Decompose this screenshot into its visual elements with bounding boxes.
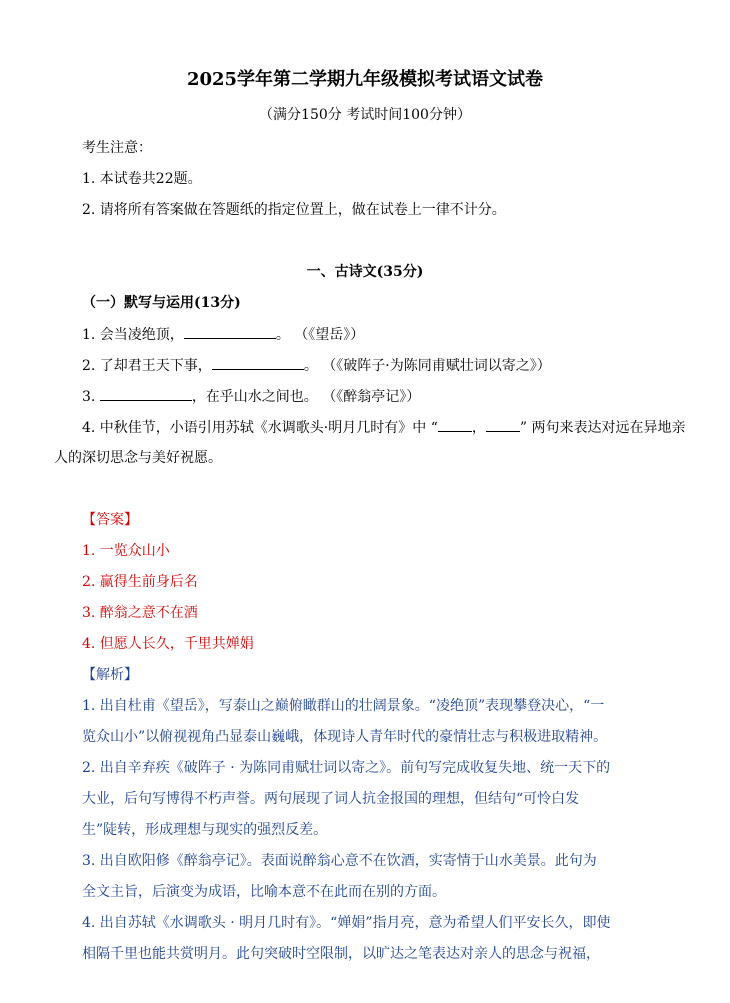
answer-blank bbox=[100, 387, 192, 401]
page-title: 2025学年第二学期九年级模拟考试语文试卷 bbox=[186, 69, 544, 90]
answer-item: 4. 但愿人长久，千里共婵娟 bbox=[82, 636, 254, 652]
question-source: ，在乎山水之间也。 （《醉翁亭记》） bbox=[191, 389, 421, 405]
analysis-line: 4. 出自苏轼《水调歌头 · 明月几时有》。“婵娟”指月亮，意为希望人们平安长久，即使 bbox=[82, 915, 611, 931]
question-text: 2. 了却君王天下事， bbox=[82, 358, 212, 374]
question-4-continued: 人的深切思念与美好祝愿。 bbox=[54, 450, 222, 466]
question-text: 3. bbox=[82, 389, 100, 405]
analysis-line: 生”陡转，形成理想与现实的强烈反差。 bbox=[82, 822, 328, 838]
question-3 bbox=[82, 387, 420, 406]
question-text: ” 两句来表达对远在异地亲 bbox=[519, 420, 686, 436]
question-1 bbox=[82, 325, 364, 344]
answer-blank bbox=[212, 356, 304, 370]
section-heading: 一、古诗文(35分) bbox=[306, 264, 424, 280]
analysis-line: 1. 出自杜甫《望岳》，写泰山之巅俯瞰群山的壮阔景象。“凌绝顶”表现攀登决心，“一 bbox=[82, 698, 605, 714]
answer-item: 3. 醉翁之意不在酒 bbox=[82, 605, 198, 621]
analysis-heading: 【解析】 bbox=[82, 667, 138, 683]
analysis-line: 相隔千里也能共赏明月。此句突破时空限制，以旷达之笔表达对亲人的思念与祝福， bbox=[82, 946, 600, 962]
analysis-line: 全文主旨，后演变为成语，比喻本意不在此而在别的方面。 bbox=[82, 884, 446, 900]
subsection-heading: （一）默写与运用(13分) bbox=[82, 295, 241, 311]
answer-blank bbox=[438, 418, 472, 432]
question-text: 1. 会当凌绝顶， bbox=[82, 327, 184, 343]
notice-item: 1. 本试卷共22题。 bbox=[82, 171, 202, 187]
notice-item: 2. 请将所有答案做在答题纸的指定位置上，做在试卷上一律不计分。 bbox=[82, 202, 506, 218]
answer-item: 1. 一览众山小 bbox=[82, 543, 170, 559]
answer-blank bbox=[486, 418, 520, 432]
exam-info: （满分150分 考试时间100分钟） bbox=[259, 107, 471, 123]
answer-heading: 【答案】 bbox=[82, 512, 138, 528]
question-source: 。 （《破阵子·为陈同甫赋壮词以寄之》） bbox=[303, 358, 551, 374]
notice-heading: 考生注意： bbox=[82, 140, 152, 156]
question-text: 4. 中秋佳节，小语引用苏轼《水调歌头·明月几时有》中 “ bbox=[82, 420, 438, 436]
analysis-line: 3. 出自欧阳修《醉翁亭记》。表面说醉翁心意不在饮酒，实寄情于山水美景。此句为 bbox=[82, 853, 597, 869]
question-text: ， bbox=[471, 420, 486, 436]
analysis-line: 览众山小”以俯视视角凸显泰山巍峨，体现诗人青年时代的豪情壮志与积极进取精神。 bbox=[82, 729, 608, 745]
question-4 bbox=[82, 418, 685, 437]
analysis-line: 大业，后句写博得不朽声誉。两句展现了词人抗金报国的理想，但结句“可怜白发 bbox=[82, 791, 580, 807]
question-source: 。 （《望岳》） bbox=[275, 327, 365, 343]
answer-item: 2. 赢得生前身后名 bbox=[82, 574, 198, 590]
question-2 bbox=[82, 356, 551, 375]
analysis-line: 2. 出自辛弃疾《破阵子 · 为陈同甫赋壮词以寄之》。前句写完成收复失地、统一天下的 bbox=[82, 760, 611, 776]
answer-blank bbox=[184, 325, 276, 339]
